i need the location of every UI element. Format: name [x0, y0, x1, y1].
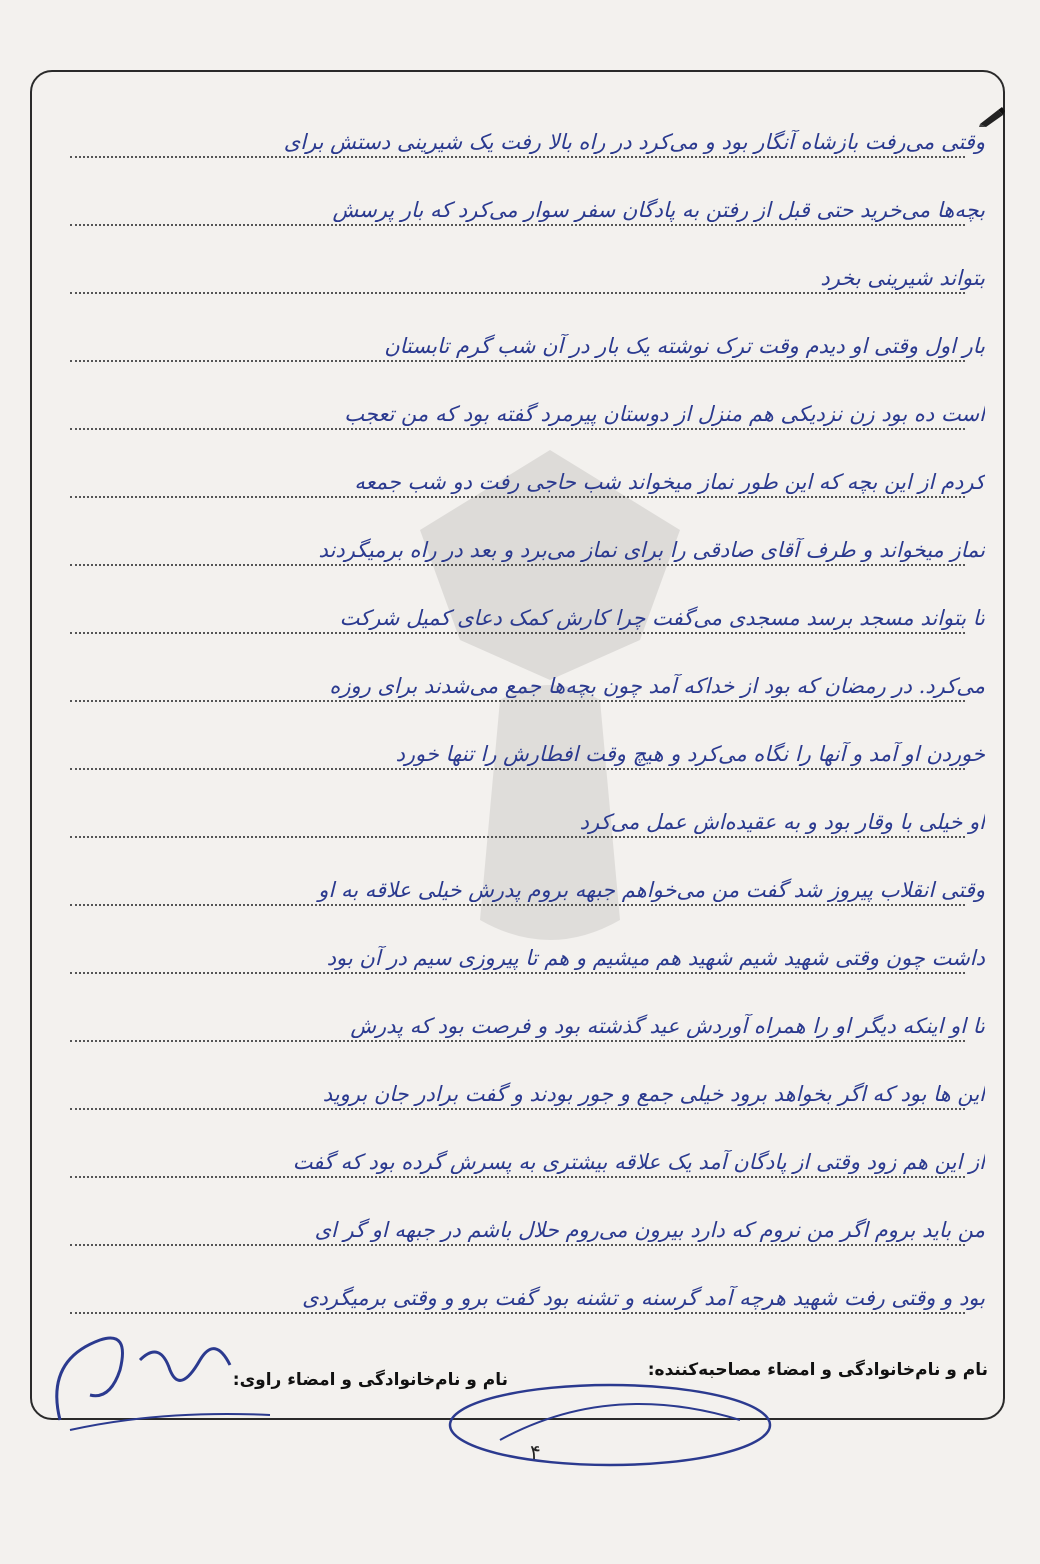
line-text: تا او اینکه دیگر او را همراه آوردش عید گذشته بود و فرصت بود که پدرش [350, 1014, 985, 1038]
line-text: می‌کرد. در رمضان که بود از خداکه آمد چون بچه‌ها جمع می‌شدند برای روزه [329, 674, 985, 698]
line-text: از این هم زود وقتی از پادگان آمد یک علاقه بیشتری به پسرش گرده بود که گفت [292, 1150, 985, 1174]
line-text: نماز میخواند و طرف آقای صادقی را برای نماز می‌برد و بعد در راه برمیگردند [318, 538, 985, 562]
text-line [60, 1184, 985, 1252]
text-line [60, 912, 985, 980]
text-line [60, 708, 985, 776]
text-line [60, 504, 985, 572]
line-text: وقتی انقلاب پیروز شد گفت من می‌خواهم جبهه بروم پدرش خیلی علاقه به او [318, 878, 985, 902]
text-line [60, 640, 985, 708]
line-text: خوردن او آمد و آنها را نگاه می‌کرد و هیچ وقت افطارش را تنها خورد [395, 742, 985, 766]
text-line [60, 572, 985, 640]
line-text: من باید بروم اگر من نروم که دارد بیرون می‌روم حلال باشم در جبهه او گر ای [314, 1218, 985, 1242]
interviewer-signature-label: نام و نام‌خانوادگی و امضاء مصاحبه‌کننده: [647, 1360, 988, 1380]
line-text: او خیلی با وقار بود و به عقیده‌اش عمل می‌کرد [579, 810, 985, 834]
line-text: است ده بود زن نزدیکی هم منزل از دوستان پیرمرد گفته بود که من تعجب [344, 402, 985, 426]
narrator-signature-label: نام و نام‌خانوادگی و امضاء راوی: [232, 1370, 508, 1390]
line-text: بار اول وقتی او دیدم وقت ترک نوشته یک بار در آن شب گرم تابستان [384, 334, 985, 358]
line-text: بتواند شیرینی بخرد [820, 266, 985, 290]
signature-footer [60, 1360, 988, 1400]
text-line [60, 844, 985, 912]
text-line [60, 1048, 985, 1116]
line-text: وقتی می‌رفت بازشاه آنگار بود و می‌کرد در راه بالا رفت یک شیرینی دستش برای [283, 130, 985, 154]
line-text: کردم از این بچه که این طور نماز میخواند شب حاجی رفت دو شب جمعه [354, 470, 985, 494]
text-line [60, 368, 985, 436]
text-line [60, 1116, 985, 1184]
line-text: داشت چون وقتی شهید شیم شهید هم میشیم و هم تا پیروزی سیم در آن بود [326, 946, 985, 970]
page-number: ۴ [530, 1440, 541, 1464]
handwritten-text-area [60, 96, 985, 1326]
line-text: تا بتواند مسجد برسد مسجدی می‌گفت چرا کارش کمک دعای کمیل شرکت [339, 606, 985, 630]
line-text: بود و وقتی رفت شهید هرچه آمد گرسنه و تشنه بود گفت برو و وقتی برمیگردی [302, 1286, 985, 1310]
text-line [60, 776, 985, 844]
line-text: این ها بود که اگر بخواهد برود خیلی جمع و جور بودند و گفت برادر جان بروید [322, 1082, 985, 1106]
text-line [60, 164, 985, 232]
text-line [60, 980, 985, 1048]
text-line [60, 96, 985, 164]
text-line [60, 232, 985, 300]
text-line [60, 300, 985, 368]
text-line [60, 436, 985, 504]
line-text: بچه‌ها می‌خرید حتی قبل از رفتن به پادگان سفر سوار می‌کرد که بار پرسش [332, 198, 985, 222]
